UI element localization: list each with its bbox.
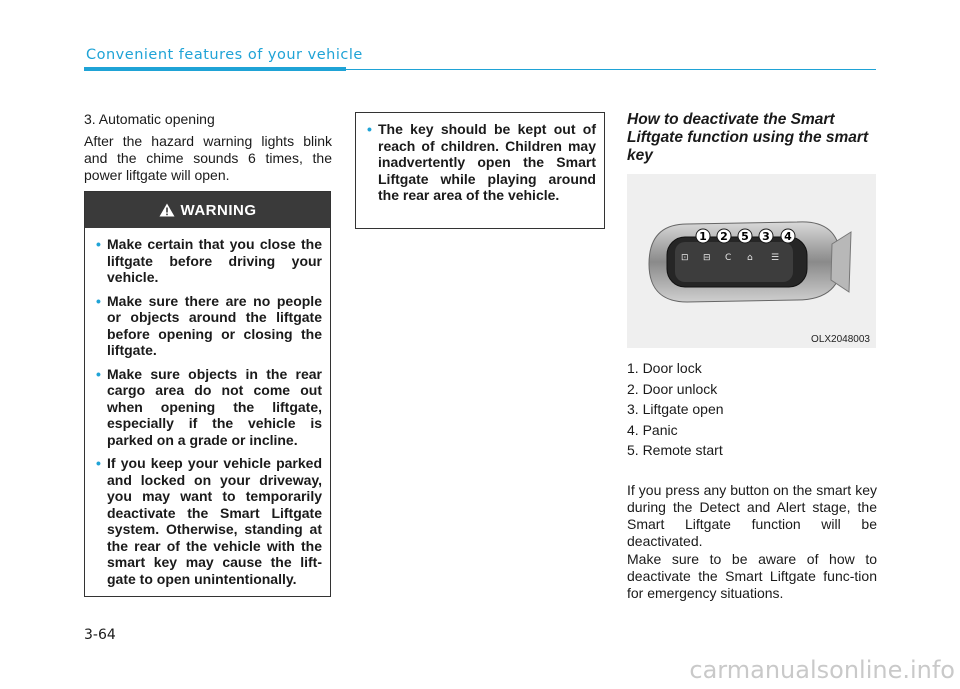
- caution-item: • The key should be kept out of reach of children. Children may inadvertently open the Smart Liftgate while playing around the rear area of the vehicle.: [368, 121, 596, 204]
- header-bar: [84, 67, 346, 71]
- list-item: 1. Door lock: [627, 360, 702, 376]
- deactivate-title: How to deactivate the Smart Liftgate function using the smart key: [627, 111, 869, 164]
- warning-list: [85, 228, 330, 587]
- warning-label: WARNING: [180, 201, 257, 219]
- step-heading: 3. Automatic opening: [84, 111, 215, 127]
- svg-text:⊟: ⊟: [703, 253, 711, 263]
- key-callout-number: 4: [784, 230, 792, 243]
- warning-header: [85, 192, 330, 228]
- warning-item: • Make certain that you close the liftgate before driving your vehicle.: [97, 236, 322, 286]
- caution-box: [355, 112, 605, 229]
- warning-triangle-icon: [159, 203, 175, 217]
- svg-text:C: C: [725, 253, 732, 263]
- key-callout-number: 2: [720, 230, 728, 243]
- list-item: 2. Door unlock: [627, 380, 718, 397]
- list-item: 5. Remote start: [627, 442, 723, 458]
- key-callout-number: 5: [741, 230, 749, 243]
- warning-item: • Make sure there are no people or objects around the liftgate before opening or closing the liftgate.: [97, 293, 322, 359]
- smart-key-illustration: [627, 174, 876, 348]
- svg-text:⊡: ⊡: [681, 253, 689, 263]
- key-callout-number: 3: [762, 230, 770, 243]
- left-column: [84, 111, 332, 189]
- warning-item: • If you keep your vehicle parked and locked on your driveway, you may want to temporarily deactivate the Smart Liftgate system. Otherwise, standing at the rear of the vehicle with the smart key may cause the lift-gate to open unintentionally.: [97, 455, 322, 587]
- list-item: 4. Panic: [627, 421, 678, 438]
- svg-text:⌂: ⌂: [747, 253, 753, 263]
- svg-text:☰: ☰: [771, 253, 780, 263]
- step-text: After the hazard warning lights blink and the chime sounds 6 times, the power liftgate will open.: [84, 133, 332, 183]
- list-item: 3. Liftgate open: [627, 401, 724, 417]
- figure-code: OLX2048003: [811, 334, 870, 345]
- warning-item: • Make sure objects in the rear cargo area do not come out when opening the liftgate, especially if the vehicle is parked on a grade or incline.: [97, 366, 322, 449]
- button-list: [627, 358, 724, 461]
- warning-box: [84, 191, 331, 597]
- deactivate-paragraph: If you press any button on the smart key during the Detect and Alert stage, the Smart Liftgate function will be deactivated.: [627, 482, 877, 549]
- smart-key-figure: [627, 174, 876, 348]
- watermark: carmanualsonline.info: [689, 656, 955, 684]
- header-rule: [346, 69, 876, 70]
- emergency-paragraph: Make sure to be aware of how to deactivate the Smart Liftgate func-tion for emergency situations.: [627, 551, 877, 601]
- key-callout-number: 1: [699, 230, 707, 243]
- section-title: Convenient features of your vehicle: [86, 47, 363, 63]
- page-number: 3-64: [84, 627, 116, 643]
